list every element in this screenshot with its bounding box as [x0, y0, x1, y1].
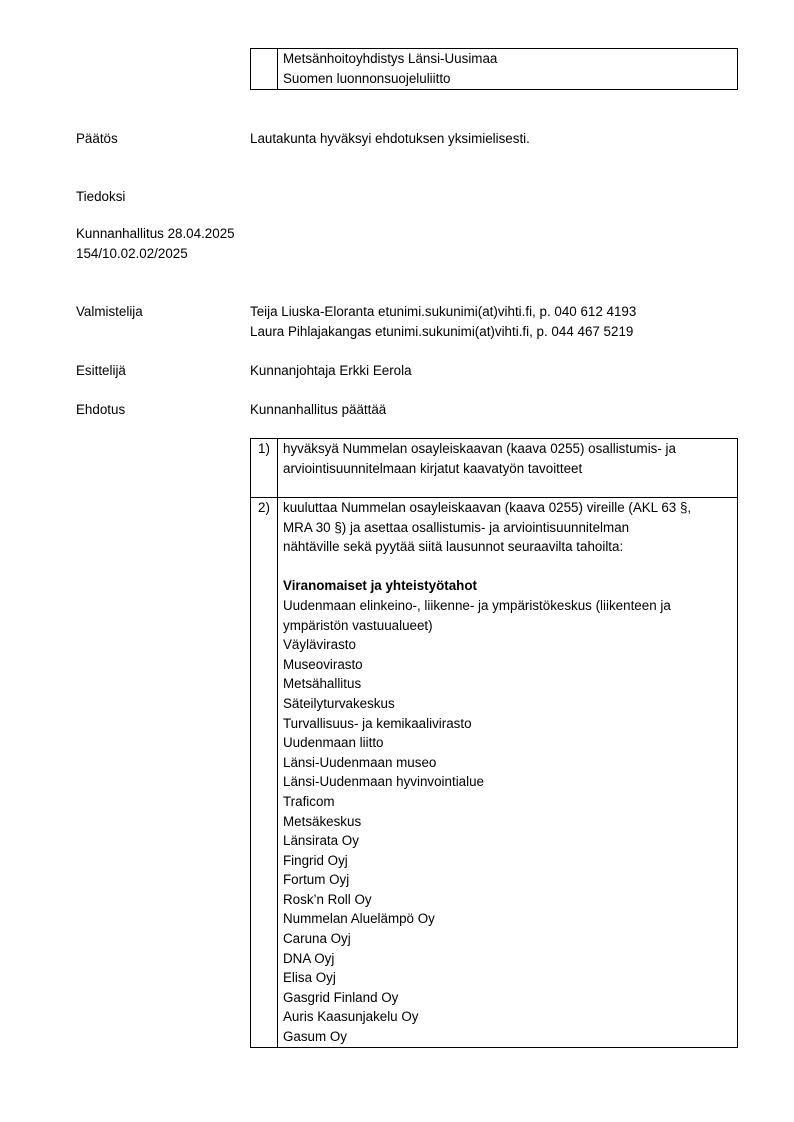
authority-list-item: Elisa Oyj — [283, 970, 336, 986]
proposal-line: MRA 30 §) ja asettaa osallistumis- ja arviointisuunnitelman — [283, 519, 630, 535]
proposal-row-1 — [251, 439, 738, 498]
proposal-row-2 — [251, 498, 738, 1048]
authority-list-item: Uudenmaan elinkeino-, liikenne- ja ympäristökeskus (liikenteen ja — [283, 597, 671, 613]
ehdotus-text: Kunnanhallitus päättää — [250, 402, 387, 417]
proposal-row-text — [278, 498, 738, 1048]
proposal-line: arviointisuunnitelmaan kirjatut kaavatyön tavoitteet — [283, 460, 583, 476]
top-table-text-cell — [278, 49, 738, 90]
ehdotus-label: Ehdotus — [76, 402, 126, 417]
authority-list-item: Metsäkeskus — [283, 813, 362, 829]
authority-list-item: DNA Oyj — [283, 950, 335, 966]
esittelija-label: Esittelijä — [76, 363, 126, 378]
paatos-label: Päätös — [76, 131, 118, 146]
valmistelija-contact: Teija Liuska-Eloranta etunimi.sukunimi(at)vihti.fi, p. 040 612 4193 — [250, 304, 637, 319]
top-table — [250, 48, 738, 90]
authority-list-item: Rosk’n Roll Oy — [283, 891, 372, 907]
authority-list-item: Nummelan Aluelämpö Oy — [283, 911, 435, 927]
authority-list-item: Metsähallitus — [283, 676, 362, 692]
valmistelija-label: Valmistelija — [76, 304, 143, 319]
top-table-row — [251, 49, 738, 90]
authority-list-item: Gasgrid Finland Oy — [283, 989, 399, 1005]
valmistelija-contacts — [250, 302, 636, 341]
top-table-number-cell — [251, 49, 278, 90]
top-table-line: Suomen luonnonsuojeluliitto — [283, 70, 451, 86]
authority-list-item: Traficom — [283, 793, 335, 809]
valmistelija-contact: Laura Pihlajakangas etunimi.sukunimi(at)vihti.fi, p. 044 467 5219 — [250, 323, 634, 339]
authority-list-item: Uudenmaan liitto — [283, 735, 384, 751]
authority-list-item: Museovirasto — [283, 656, 363, 672]
authority-list-item: Väylävirasto — [283, 637, 356, 653]
kunnanhallitus-block — [76, 224, 235, 263]
spacer — [283, 557, 733, 577]
proposal-table — [250, 438, 738, 1048]
kunnanhallitus-record-number: 154/10.02.02/2025 — [76, 245, 188, 261]
proposal-row-text — [278, 439, 738, 498]
authority-list-item: Turvallisuus- ja kemikaalivirasto — [283, 715, 472, 731]
authority-list-item: Fingrid Oyj — [283, 852, 348, 868]
proposal-row-number — [251, 439, 278, 498]
authority-list — [283, 596, 733, 1047]
tiedoksi-label: Tiedoksi — [76, 189, 126, 204]
authority-list-item: Säteilyturvakeskus — [283, 695, 395, 711]
authority-list-item: Gasum Oy — [283, 1029, 347, 1045]
row-number-label: 1) — [258, 441, 270, 456]
authority-list-item: Auris Kaasunjakelu Oy — [283, 1009, 419, 1025]
top-table-line: Metsänhoitoyhdistys Länsi-Uusimaa — [283, 51, 498, 66]
authorities-heading: Viranomaiset ja yhteistyötahot — [283, 578, 477, 594]
paatos-text: Lautakunta hyväksyi ehdotuksen yksimielisesti. — [250, 131, 530, 146]
authority-list-item: Länsi-Uudenmaan museo — [283, 754, 437, 770]
authority-list-item: ympäristön vastuualueet) — [283, 617, 433, 633]
authority-list-item: Länsirata Oy — [283, 833, 359, 849]
proposal-row-number — [251, 498, 278, 1048]
proposal-line: kuuluttaa Nummelan osayleiskaavan (kaava 0255) vireille (AKL 63 §, — [283, 500, 692, 515]
row-number-label: 2) — [258, 500, 270, 515]
kunnanhallitus-date: Kunnanhallitus 28.04.2025 — [76, 226, 235, 241]
authority-list-item: Länsi-Uudenmaan hyvinvointialue — [283, 774, 484, 790]
proposal-line: nähtäville sekä pyytää siitä lausunnot seuraavilta tahoilta: — [283, 539, 624, 555]
authority-list-item: Caruna Oyj — [283, 931, 351, 947]
proposal-line: hyväksyä Nummelan osayleiskaavan (kaava 0255) osallistumis- ja — [283, 441, 676, 456]
esittelija-text: Kunnanjohtaja Erkki Eerola — [250, 363, 412, 378]
authority-list-item: Fortum Oyj — [283, 872, 350, 888]
